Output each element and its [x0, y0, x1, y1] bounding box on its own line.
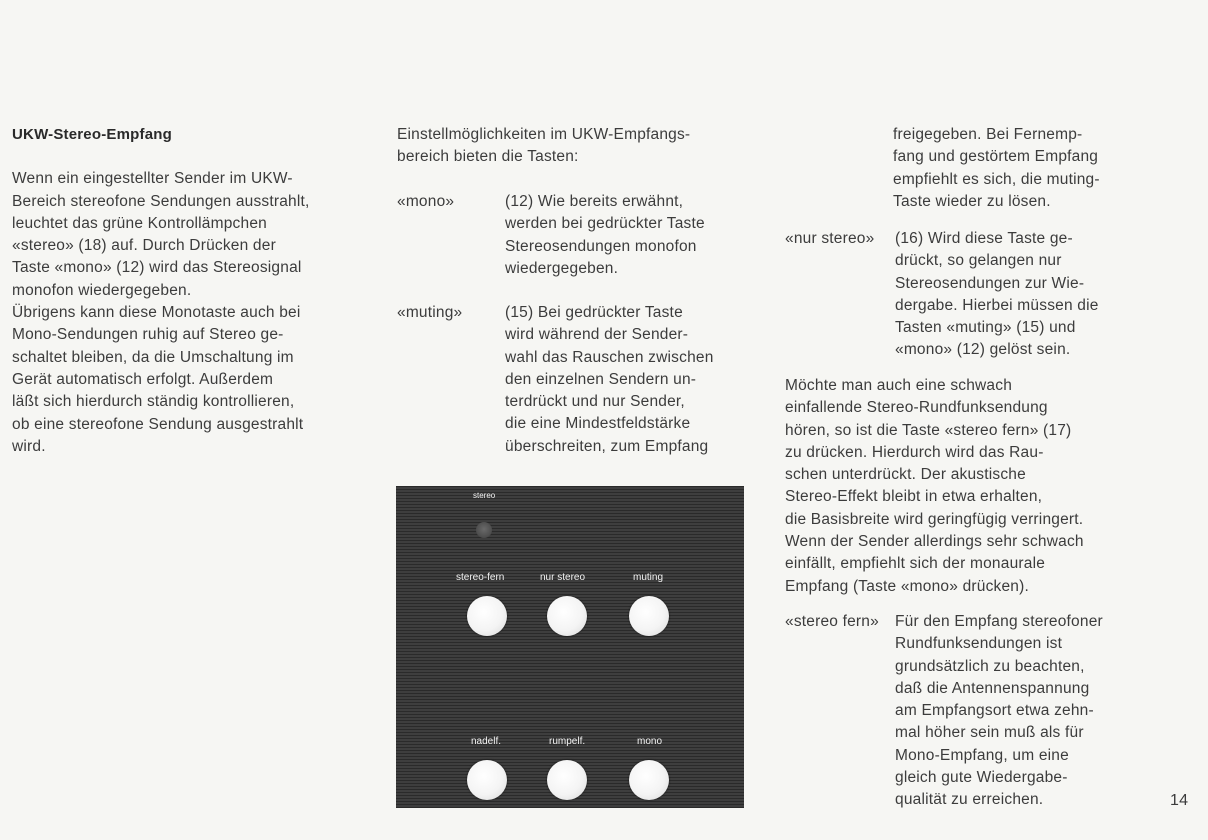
text-line: (12) Wie bereits erwähnt,	[505, 193, 684, 210]
definition-text	[895, 228, 1195, 362]
text-line: «stereo» (18) auf. Durch Drücken der	[12, 237, 276, 255]
nur-stereo-button	[547, 596, 587, 636]
text-line: «mono» (12) gelöst sein.	[895, 341, 1071, 359]
text-line: empfiehlt es sich, die muting-	[893, 170, 1100, 188]
text-line: grundsätzlich zu beachten,	[895, 657, 1085, 675]
text-line: einfällt, empfiehlt sich der monaurale	[785, 555, 1046, 573]
text-line: läßt sich hierdurch ständig kontrollieren,	[12, 393, 295, 411]
definition-nur-stereo	[785, 228, 1195, 368]
text-line: wiedergegeben.	[505, 259, 619, 277]
term-stereo-fern: «stereo fern»	[785, 613, 879, 630]
text-line: Taste wieder zu lösen.	[893, 192, 1051, 210]
text-line: terdrückt und nur Sender,	[505, 393, 685, 411]
paragraph-2	[12, 302, 372, 458]
left-column	[12, 124, 372, 458]
text-line: Stereosendungen zur Wie-	[895, 274, 1085, 292]
section-heading: UKW-Stereo-Empfang	[12, 126, 172, 143]
text-line: überschreiten, zum Empfang	[505, 437, 709, 455]
text-line: Tasten «muting» (15) und	[895, 319, 1076, 337]
mono-button	[629, 760, 669, 800]
text-line: Bereich stereofone Sendungen ausstrahlt,	[12, 192, 310, 210]
term-nur-stereo: «nur stereo»	[785, 230, 875, 247]
text-line: Übrigens kann diese Monotaste auch bei	[12, 304, 301, 322]
text-line: Mono-Empfang, um eine	[895, 746, 1069, 764]
text-line: wird während der Sender-	[505, 326, 689, 344]
stereo-fern-button	[467, 596, 507, 636]
rumpelf-label: rumpelf.	[549, 736, 586, 747]
text-line: leuchtet das grüne Kontrollämpchen	[12, 214, 267, 232]
text-line: monofon wiedergegeben.	[12, 281, 192, 299]
text-line: ob eine stereofone Sendung ausgestrahlt	[12, 415, 304, 433]
nadelf-label: nadelf.	[471, 736, 502, 747]
text-line: am Empfangsort etwa zehn-	[895, 702, 1094, 720]
muting-button	[629, 596, 669, 636]
text-line: bereich bieten die Tasten:	[397, 148, 579, 166]
page-number: 14	[1170, 792, 1189, 809]
text-line: wahl das Rauschen zwischen	[505, 348, 714, 366]
stereo-lamp-label: stereo	[473, 491, 496, 500]
middle-intro	[397, 124, 757, 169]
definition-text	[505, 302, 755, 458]
nur-stereo-label: nur stereo	[540, 572, 586, 583]
stereo-fern-label: stereo-fern	[456, 572, 505, 583]
text-line: Wenn ein eingestellter Sender im UKW-	[12, 170, 293, 188]
right-continuation	[893, 124, 1193, 213]
definition-text	[895, 611, 1195, 812]
text-line: die Basisbreite wird geringfügig verringert.	[785, 510, 1084, 528]
text-line: zu drücken. Hierdurch wird das Rau-	[785, 443, 1044, 461]
text-line: fang und gestörtem Empfang	[893, 148, 1099, 166]
muting-label: muting	[633, 572, 664, 583]
text-line: Möchte man auch eine schwach	[785, 377, 1013, 394]
text-line: (15) Bei gedrückter Taste	[505, 304, 683, 321]
text-line: daß die Antennenspannung	[895, 679, 1090, 697]
text-line: werden bei gedrückter Taste	[505, 215, 705, 233]
text-line: schen unterdrückt. Der akustische	[785, 466, 1026, 484]
text-line: Empfang (Taste «mono» drücken).	[785, 577, 1029, 595]
text-line: den einzelnen Sendern un-	[505, 370, 697, 388]
definition-stereo-fern	[785, 611, 1195, 816]
nadelf-button	[467, 760, 507, 800]
right-paragraph	[785, 375, 1195, 598]
mono-label: mono	[637, 736, 663, 747]
text-line: Mono-Sendungen ruhig auf Stereo ge-	[12, 326, 284, 344]
rumpelf-button	[547, 760, 587, 800]
text-line: Gerät automatisch erfolgt. Außerdem	[12, 370, 274, 388]
text-line: freigegeben. Bei Fernemp-	[893, 126, 1083, 143]
paragraph-1	[12, 168, 372, 302]
text-line: Stereo-Effekt bleibt in etwa erhalten,	[785, 488, 1043, 506]
text-line: die eine Mindestfeldstärke	[505, 415, 691, 433]
control-panel-photo	[396, 486, 744, 808]
text-line: (16) Wird diese Taste ge-	[895, 230, 1073, 247]
text-line: Stereosendungen monofon	[505, 237, 697, 255]
definition-text	[505, 191, 755, 280]
text-line: schaltet bleiben, da die Umschaltung im	[12, 348, 294, 366]
term-mono: «mono»	[397, 193, 455, 210]
definition-muting	[397, 302, 757, 462]
text-line: drückt, so gelangen nur	[895, 252, 1062, 270]
text-line: qualität zu erreichen.	[895, 791, 1044, 809]
text-line: hören, so ist die Taste «stereo fern» (17)	[785, 421, 1072, 439]
text-line: Taste «mono» (12) wird das Stereosignal	[12, 259, 302, 277]
text-line: einfallende Stereo-Rundfunksendung	[785, 399, 1048, 417]
text-line: gleich gute Wiedergabe-	[895, 769, 1068, 787]
text-line: wird.	[12, 437, 46, 455]
text-line: dergabe. Hierbei müssen die	[895, 296, 1099, 314]
definition-mono	[397, 191, 757, 286]
text-line: Einstellmöglichkeiten im UKW-Empfangs-	[397, 126, 691, 143]
text-line: Rundfunksendungen ist	[895, 635, 1063, 653]
text-line: Wenn der Sender allerdings sehr schwach	[785, 533, 1084, 551]
term-muting: «muting»	[397, 304, 463, 321]
stereo-indicator-lamp	[476, 522, 492, 538]
text-line: mal höher sein muß als für	[895, 724, 1084, 742]
text-line: Für den Empfang stereofoner	[895, 613, 1103, 630]
